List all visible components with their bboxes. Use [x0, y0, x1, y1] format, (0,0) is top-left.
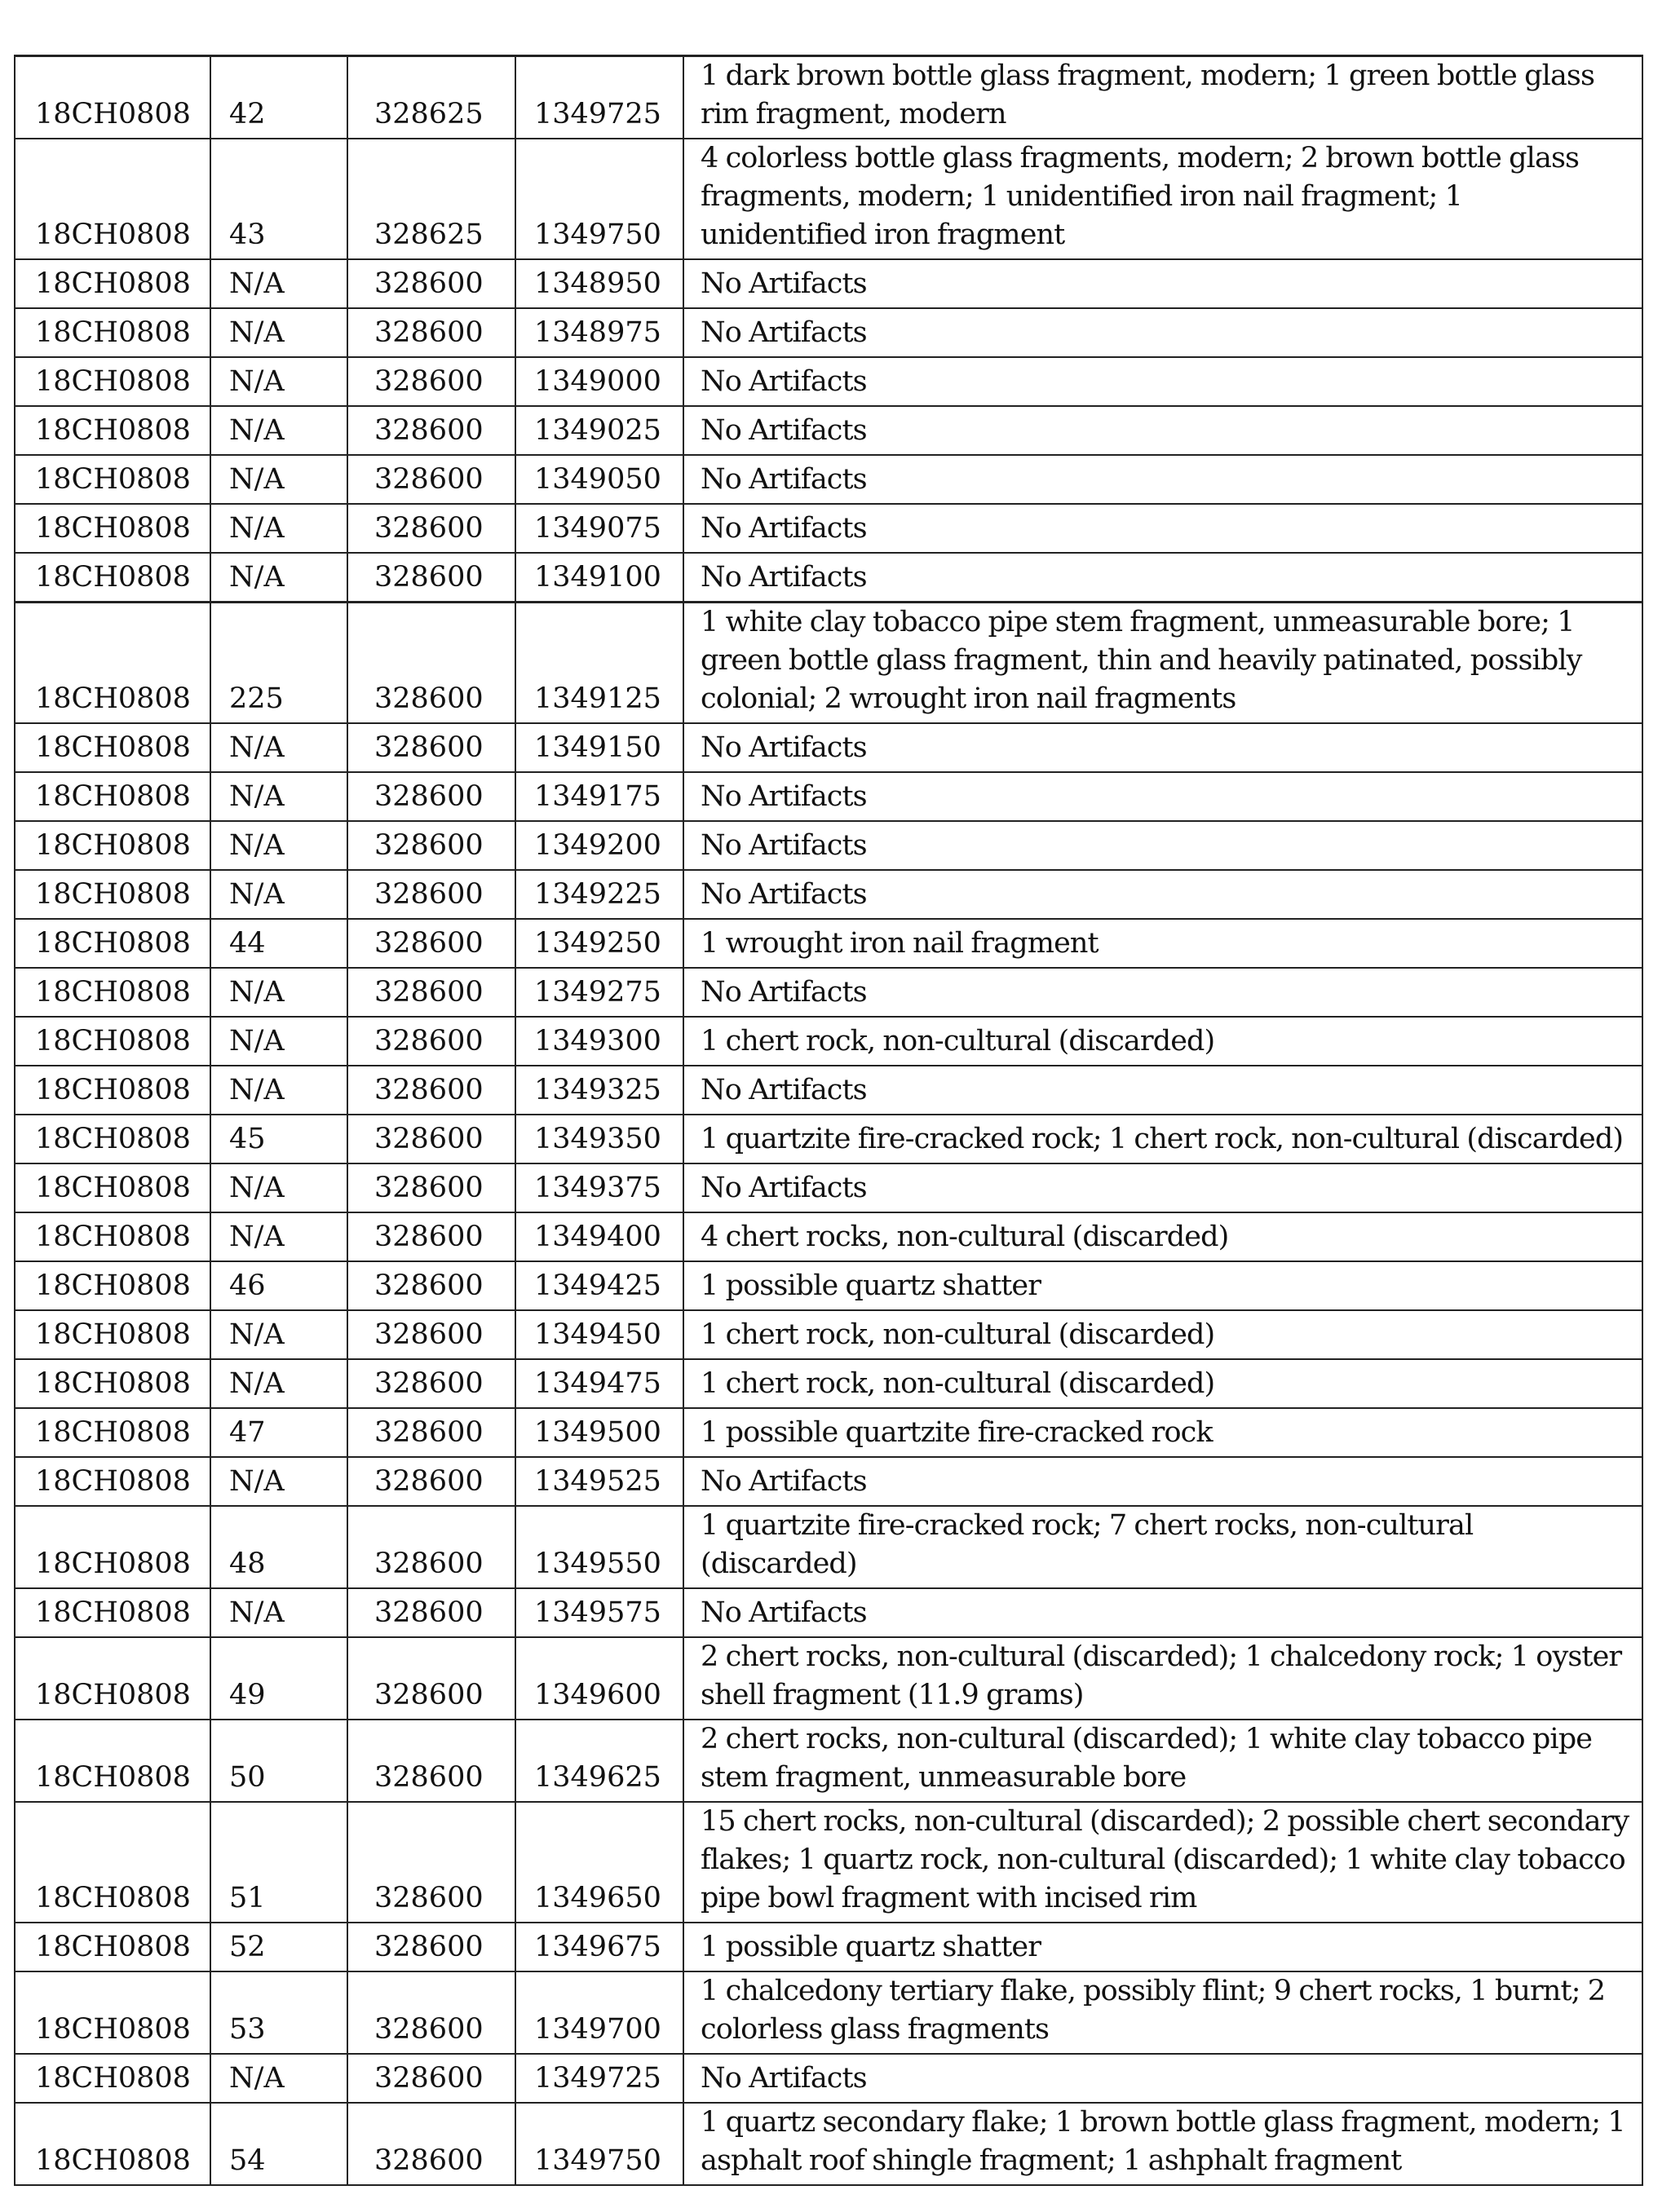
- catalog-number-cell: 49: [210, 1637, 347, 1720]
- easting-cell: 1349125: [515, 602, 683, 723]
- catalog-number-cell: N/A: [210, 1163, 347, 1212]
- site-number-cell: 18CH0808: [15, 1163, 210, 1212]
- northing-cell: 328600: [347, 1310, 515, 1359]
- easting-cell: 1349350: [515, 1115, 683, 1163]
- site-number-cell: 18CH0808: [15, 1212, 210, 1261]
- site-number-cell: 18CH0808: [15, 553, 210, 602]
- easting-cell: 1349200: [515, 821, 683, 870]
- catalog-number-cell: N/A: [210, 1066, 347, 1115]
- northing-cell: 328600: [347, 406, 515, 455]
- northing-cell: 328600: [347, 723, 515, 772]
- table-row: [15, 821, 1642, 870]
- table-row: [15, 1720, 1642, 1802]
- catalog-number-cell: N/A: [210, 455, 347, 504]
- site-number-cell: 18CH0808: [15, 406, 210, 455]
- northing-cell: 328600: [347, 1115, 515, 1163]
- easting-cell: 1349750: [515, 2103, 683, 2185]
- easting-cell: 1349700: [515, 1971, 683, 2054]
- artifacts-description-cell: No Artifacts: [683, 455, 1642, 504]
- site-number-cell: 18CH0808: [15, 1637, 210, 1720]
- catalog-number-cell: 53: [210, 1971, 347, 2054]
- northing-cell: 328600: [347, 1802, 515, 1923]
- table-row: [15, 259, 1642, 308]
- artifacts-description-cell: No Artifacts: [683, 406, 1642, 455]
- northing-cell: 328600: [347, 1971, 515, 2054]
- artifacts-description-cell: 1 quartzite fire-cracked rock; 1 chert rock, non-cultural (discarded): [683, 1115, 1642, 1163]
- site-number-cell: 18CH0808: [15, 870, 210, 919]
- artifacts-description-cell: 1 chert rock, non-cultural (discarded): [683, 1017, 1642, 1066]
- artifacts-description-cell: No Artifacts: [683, 821, 1642, 870]
- northing-cell: 328600: [347, 919, 515, 968]
- catalog-number-cell: N/A: [210, 821, 347, 870]
- northing-cell: 328600: [347, 1017, 515, 1066]
- artifacts-description-cell: No Artifacts: [683, 723, 1642, 772]
- artifacts-description-cell: 1 chalcedony tertiary flake, possibly flint; 9 chert rocks, 1 burnt; 2 colorless glass fragments: [683, 1971, 1642, 2054]
- site-number-cell: 18CH0808: [15, 139, 210, 259]
- easting-cell: 1349025: [515, 406, 683, 455]
- site-number-cell: 18CH0808: [15, 1506, 210, 1588]
- catalog-number-cell: N/A: [210, 723, 347, 772]
- site-number-cell: 18CH0808: [15, 1261, 210, 1310]
- catalog-number-cell: 45: [210, 1115, 347, 1163]
- table-row: [15, 1163, 1642, 1212]
- northing-cell: 328600: [347, 357, 515, 406]
- northing-cell: 328600: [347, 1588, 515, 1637]
- northing-cell: 328600: [347, 2054, 515, 2103]
- table-row: [15, 56, 1642, 139]
- site-number-cell: 18CH0808: [15, 1802, 210, 1923]
- northing-cell: 328600: [347, 308, 515, 357]
- northing-cell: 328600: [347, 870, 515, 919]
- artifact-table: [14, 55, 1643, 2186]
- northing-cell: 328600: [347, 455, 515, 504]
- site-number-cell: 18CH0808: [15, 56, 210, 139]
- northing-cell: 328600: [347, 968, 515, 1017]
- catalog-number-cell: N/A: [210, 308, 347, 357]
- northing-cell: 328625: [347, 139, 515, 259]
- easting-cell: 1348950: [515, 259, 683, 308]
- site-number-cell: 18CH0808: [15, 1923, 210, 1971]
- table-row: [15, 455, 1642, 504]
- artifacts-description-cell: 1 possible quartz shatter: [683, 1261, 1642, 1310]
- site-number-cell: 18CH0808: [15, 1017, 210, 1066]
- table-row: [15, 406, 1642, 455]
- artifacts-description-cell: 4 colorless bottle glass fragments, modern; 2 brown bottle glass fragments, modern; 1 unidentified iron nail fragment; 1 unidentified iron fragment: [683, 139, 1642, 259]
- easting-cell: 1349725: [515, 2054, 683, 2103]
- northing-cell: 328600: [347, 504, 515, 553]
- site-number-cell: 18CH0808: [15, 1115, 210, 1163]
- northing-cell: 328600: [347, 1163, 515, 1212]
- site-number-cell: 18CH0808: [15, 723, 210, 772]
- northing-cell: 328600: [347, 1923, 515, 1971]
- table-row: [15, 723, 1642, 772]
- table-row: [15, 1310, 1642, 1359]
- artifacts-description-cell: No Artifacts: [683, 968, 1642, 1017]
- easting-cell: 1349725: [515, 56, 683, 139]
- easting-cell: 1349100: [515, 553, 683, 602]
- catalog-number-cell: N/A: [210, 553, 347, 602]
- artifacts-description-cell: 2 chert rocks, non-cultural (discarded); 1 white clay tobacco pipe stem fragment, unmeasurable bore: [683, 1720, 1642, 1802]
- table-row: [15, 1261, 1642, 1310]
- northing-cell: 328600: [347, 1720, 515, 1802]
- artifacts-description-cell: No Artifacts: [683, 504, 1642, 553]
- table-row: [15, 602, 1642, 723]
- northing-cell: 328600: [347, 821, 515, 870]
- site-number-cell: 18CH0808: [15, 308, 210, 357]
- northing-cell: 328625: [347, 56, 515, 139]
- easting-cell: 1348975: [515, 308, 683, 357]
- easting-cell: 1349675: [515, 1923, 683, 1971]
- easting-cell: 1349550: [515, 1506, 683, 1588]
- site-number-cell: 18CH0808: [15, 1310, 210, 1359]
- catalog-number-cell: N/A: [210, 1588, 347, 1637]
- site-number-cell: 18CH0808: [15, 2054, 210, 2103]
- site-number-cell: 18CH0808: [15, 919, 210, 968]
- table-row: [15, 1212, 1642, 1261]
- easting-cell: 1349450: [515, 1310, 683, 1359]
- northing-cell: 328600: [347, 1066, 515, 1115]
- site-number-cell: 18CH0808: [15, 1359, 210, 1408]
- catalog-number-cell: 54: [210, 2103, 347, 2185]
- easting-cell: 1349325: [515, 1066, 683, 1115]
- site-number-cell: 18CH0808: [15, 1588, 210, 1637]
- catalog-number-cell: N/A: [210, 772, 347, 821]
- artifacts-description-cell: 1 possible quartz shatter: [683, 1923, 1642, 1971]
- easting-cell: 1349500: [515, 1408, 683, 1457]
- northing-cell: 328600: [347, 602, 515, 723]
- artifacts-description-cell: 1 possible quartzite fire-cracked rock: [683, 1408, 1642, 1457]
- artifacts-description-cell: No Artifacts: [683, 1457, 1642, 1506]
- northing-cell: 328600: [347, 1359, 515, 1408]
- catalog-number-cell: 50: [210, 1720, 347, 1802]
- artifacts-description-cell: 1 white clay tobacco pipe stem fragment, unmeasurable bore; 1 green bottle glass fragment, thin and heavily patinated, possibly colonial; 2 wrought iron nail fragments: [683, 602, 1642, 723]
- site-number-cell: 18CH0808: [15, 1720, 210, 1802]
- catalog-number-cell: N/A: [210, 406, 347, 455]
- easting-cell: 1349250: [515, 919, 683, 968]
- easting-cell: 1349650: [515, 1802, 683, 1923]
- site-number-cell: 18CH0808: [15, 357, 210, 406]
- artifacts-description-cell: 1 chert rock, non-cultural (discarded): [683, 1359, 1642, 1408]
- easting-cell: 1349600: [515, 1637, 683, 1720]
- table-row: [15, 1923, 1642, 1971]
- easting-cell: 1349400: [515, 1212, 683, 1261]
- table-row: [15, 1802, 1642, 1923]
- table-row: [15, 1457, 1642, 1506]
- northing-cell: 328600: [347, 1457, 515, 1506]
- artifacts-description-cell: No Artifacts: [683, 772, 1642, 821]
- artifacts-description-cell: No Artifacts: [683, 1066, 1642, 1115]
- northing-cell: 328600: [347, 1212, 515, 1261]
- easting-cell: 1349150: [515, 723, 683, 772]
- catalog-number-cell: N/A: [210, 1359, 347, 1408]
- site-number-cell: 18CH0808: [15, 455, 210, 504]
- artifacts-description-cell: 1 wrought iron nail fragment: [683, 919, 1642, 968]
- northing-cell: 328600: [347, 1408, 515, 1457]
- easting-cell: 1349000: [515, 357, 683, 406]
- table-row: [15, 772, 1642, 821]
- site-number-cell: 18CH0808: [15, 2103, 210, 2185]
- northing-cell: 328600: [347, 1637, 515, 1720]
- catalog-number-cell: N/A: [210, 1310, 347, 1359]
- catalog-number-cell: 44: [210, 919, 347, 968]
- artifacts-description-cell: No Artifacts: [683, 2054, 1642, 2103]
- artifacts-description-cell: 4 chert rocks, non-cultural (discarded): [683, 1212, 1642, 1261]
- artifacts-description-cell: No Artifacts: [683, 553, 1642, 602]
- table-row: [15, 1506, 1642, 1588]
- table-row: [15, 504, 1642, 553]
- site-number-cell: 18CH0808: [15, 1066, 210, 1115]
- catalog-number-cell: 51: [210, 1802, 347, 1923]
- easting-cell: 1349625: [515, 1720, 683, 1802]
- easting-cell: 1349050: [515, 455, 683, 504]
- site-number-cell: 18CH0808: [15, 821, 210, 870]
- table-row: [15, 1017, 1642, 1066]
- artifacts-description-cell: No Artifacts: [683, 357, 1642, 406]
- artifacts-description-cell: No Artifacts: [683, 870, 1642, 919]
- catalog-number-cell: N/A: [210, 504, 347, 553]
- catalog-number-cell: N/A: [210, 1212, 347, 1261]
- catalog-number-cell: 46: [210, 1261, 347, 1310]
- artifacts-description-cell: No Artifacts: [683, 1588, 1642, 1637]
- table-row: [15, 1408, 1642, 1457]
- northing-cell: 328600: [347, 1261, 515, 1310]
- site-number-cell: 18CH0808: [15, 259, 210, 308]
- table-row: [15, 919, 1642, 968]
- northing-cell: 328600: [347, 259, 515, 308]
- artifacts-description-cell: 15 chert rocks, non-cultural (discarded); 2 possible chert secondary flakes; 1 quartz rock, non-cultural (discarded); 1 white clay tobacco pipe bowl fragment with incised rim: [683, 1802, 1642, 1923]
- table-row: [15, 1637, 1642, 1720]
- site-number-cell: 18CH0808: [15, 772, 210, 821]
- easting-cell: 1349300: [515, 1017, 683, 1066]
- table-row: [15, 1359, 1642, 1408]
- easting-cell: 1349275: [515, 968, 683, 1017]
- artifacts-description-cell: No Artifacts: [683, 308, 1642, 357]
- site-number-cell: 18CH0808: [15, 968, 210, 1017]
- table-row: [15, 553, 1642, 602]
- site-number-cell: 18CH0808: [15, 1457, 210, 1506]
- table-row: [15, 357, 1642, 406]
- table-row: [15, 2054, 1642, 2103]
- easting-cell: 1349075: [515, 504, 683, 553]
- artifacts-description-cell: No Artifacts: [683, 1163, 1642, 1212]
- catalog-number-cell: N/A: [210, 2054, 347, 2103]
- catalog-number-cell: 48: [210, 1506, 347, 1588]
- easting-cell: 1349575: [515, 1588, 683, 1637]
- catalog-number-cell: N/A: [210, 357, 347, 406]
- catalog-number-cell: 52: [210, 1923, 347, 1971]
- site-number-cell: 18CH0808: [15, 504, 210, 553]
- catalog-number-cell: N/A: [210, 1017, 347, 1066]
- easting-cell: 1349175: [515, 772, 683, 821]
- site-number-cell: 18CH0808: [15, 1408, 210, 1457]
- artifacts-description-cell: 1 quartzite fire-cracked rock; 7 chert rocks, non-cultural (discarded): [683, 1506, 1642, 1588]
- table-row: [15, 1588, 1642, 1637]
- northing-cell: 328600: [347, 772, 515, 821]
- catalog-number-cell: N/A: [210, 1457, 347, 1506]
- easting-cell: 1349475: [515, 1359, 683, 1408]
- artifacts-description-cell: 1 chert rock, non-cultural (discarded): [683, 1310, 1642, 1359]
- site-number-cell: 18CH0808: [15, 602, 210, 723]
- artifacts-description-cell: No Artifacts: [683, 259, 1642, 308]
- table-row: [15, 1066, 1642, 1115]
- northing-cell: 328600: [347, 2103, 515, 2185]
- easting-cell: 1349525: [515, 1457, 683, 1506]
- catalog-number-cell: 47: [210, 1408, 347, 1457]
- easting-cell: 1349225: [515, 870, 683, 919]
- table-row: [15, 870, 1642, 919]
- table-row: [15, 139, 1642, 259]
- easting-cell: 1349375: [515, 1163, 683, 1212]
- table-row: [15, 308, 1642, 357]
- artifacts-description-cell: 2 chert rocks, non-cultural (discarded); 1 chalcedony rock; 1 oyster shell fragment (11.9 grams): [683, 1637, 1642, 1720]
- catalog-number-cell: N/A: [210, 870, 347, 919]
- northing-cell: 328600: [347, 553, 515, 602]
- table-row: [15, 1971, 1642, 2054]
- catalog-number-cell: 43: [210, 139, 347, 259]
- artifact-table-body: [15, 56, 1642, 2185]
- catalog-number-cell: N/A: [210, 968, 347, 1017]
- easting-cell: 1349750: [515, 139, 683, 259]
- catalog-number-cell: N/A: [210, 259, 347, 308]
- site-number-cell: 18CH0808: [15, 1971, 210, 2054]
- northing-cell: 328600: [347, 1506, 515, 1588]
- table-row: [15, 1115, 1642, 1163]
- table-row: [15, 2103, 1642, 2185]
- catalog-number-cell: 225: [210, 602, 347, 723]
- artifacts-description-cell: 1 quartz secondary flake; 1 brown bottle glass fragment, modern; 1 asphalt roof shingle fragment; 1 ashphalt fragment: [683, 2103, 1642, 2185]
- table-row: [15, 968, 1642, 1017]
- catalog-number-cell: 42: [210, 56, 347, 139]
- easting-cell: 1349425: [515, 1261, 683, 1310]
- artifacts-description-cell: 1 dark brown bottle glass fragment, modern; 1 green bottle glass rim fragment, modern: [683, 56, 1642, 139]
